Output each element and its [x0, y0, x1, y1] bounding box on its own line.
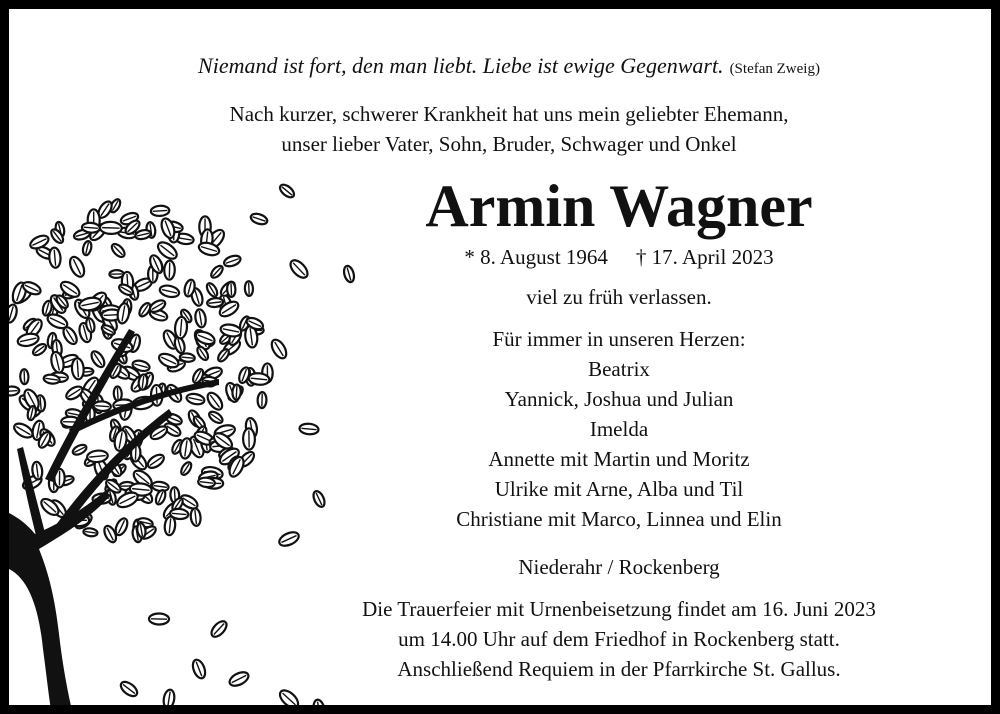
- leaf: [227, 282, 236, 297]
- ceremony-line-3: Anschließend Requiem in der Pfarrkirche St. Gallus.: [397, 657, 841, 681]
- leaf: [138, 374, 148, 390]
- intro-line-2: unser lieber Vater, Sohn, Bruder, Schwager und Onkel: [281, 132, 737, 156]
- leaf: [157, 351, 180, 370]
- leaf: [159, 217, 177, 240]
- leaf: [249, 212, 268, 226]
- leaf: [9, 303, 19, 324]
- leaf: [146, 452, 167, 470]
- leaf: [116, 303, 130, 325]
- mourner-name: Beatrix: [588, 357, 650, 381]
- mourners-heading: Für immer in unseren Herzen:: [492, 327, 746, 351]
- leaf: [243, 428, 255, 450]
- leaf: [49, 351, 65, 374]
- leaf: [278, 182, 296, 199]
- leaf: [12, 421, 35, 441]
- leaf: [87, 450, 109, 463]
- leaf: [71, 358, 84, 380]
- leaf: [46, 312, 70, 331]
- leaf: [198, 477, 216, 488]
- leaf: [67, 255, 87, 279]
- leaf: [277, 530, 301, 549]
- leaf: [227, 669, 250, 688]
- leaf: [232, 384, 241, 400]
- leaf: [38, 496, 61, 518]
- leaf: [118, 679, 139, 699]
- leaf: [190, 508, 202, 527]
- death-date: † 17. April 2023: [635, 245, 774, 269]
- leaf: [179, 461, 193, 477]
- leaf: [174, 316, 188, 338]
- mourner-name: Annette mit Martin und Moritz: [488, 447, 750, 471]
- mourner-name: Yannick, Joshua und Julian: [504, 387, 734, 411]
- leaf: [17, 332, 40, 348]
- leaf: [149, 613, 169, 624]
- leaf: [207, 297, 224, 307]
- deceased-name: Armin Wagner: [425, 173, 813, 239]
- leaf: [162, 689, 175, 709]
- quote-author: (Stefan Zweig): [729, 61, 820, 77]
- leaf: [245, 281, 254, 296]
- leaf: [49, 247, 62, 268]
- leaf: [164, 260, 175, 279]
- leaf: [205, 390, 225, 412]
- leaf: [223, 254, 242, 269]
- birth-date: * 8. August 1964: [464, 245, 608, 269]
- quote-text: Niemand ist fort, den man liebt. Liebe ist ewige Gegenwart.: [198, 53, 724, 78]
- leaf: [277, 687, 301, 711]
- leaf: [113, 517, 129, 537]
- leaf: [71, 443, 88, 457]
- ceremony-line-1: Die Trauerfeier mit Urnenbeisetzung findet am 16. Juni 2023: [362, 597, 876, 621]
- leaf: [179, 353, 195, 363]
- leaf: [93, 401, 111, 412]
- mourner-name: Imelda: [589, 417, 649, 441]
- leaf: [207, 409, 224, 425]
- intro-line-1: Nach kurzer, schwerer Krankheit hat uns mein geliebter Ehemann,: [229, 102, 789, 126]
- leaf: [151, 205, 170, 216]
- leaf: [164, 516, 176, 536]
- leaf: [100, 222, 122, 235]
- left-text: viel zu früh verlassen.: [526, 285, 712, 309]
- leaf: [9, 386, 20, 396]
- ground-line: [29, 710, 309, 714]
- leaf: [159, 284, 181, 299]
- leaf: [194, 309, 207, 329]
- quote-line: [9, 53, 1000, 79]
- leaf: [312, 699, 326, 714]
- leaf: [209, 619, 229, 640]
- leaf: [82, 222, 100, 233]
- leaf: [186, 392, 206, 405]
- location: Niederahr / Rockenberg: [518, 555, 720, 579]
- leaf: [110, 242, 127, 259]
- life-dates: [289, 245, 949, 270]
- leaf: [82, 240, 93, 256]
- leaf: [257, 392, 266, 408]
- leaf: [216, 347, 231, 363]
- leaf: [20, 369, 29, 384]
- leaf: [89, 349, 107, 369]
- leaf: [205, 282, 220, 299]
- mourner-name: Christiane mit Marco, Linnea und Elin: [456, 507, 782, 531]
- ceremony-line-2: um 14.00 Uhr auf dem Friedhof in Rockenberg statt.: [398, 627, 840, 651]
- mourner-name: Ulrike mit Arne, Alba und Til: [494, 477, 744, 501]
- leaf: [83, 527, 98, 537]
- leaf: [191, 658, 208, 680]
- leaf: [269, 337, 289, 360]
- leaf: [154, 489, 167, 506]
- leaf: [209, 264, 225, 280]
